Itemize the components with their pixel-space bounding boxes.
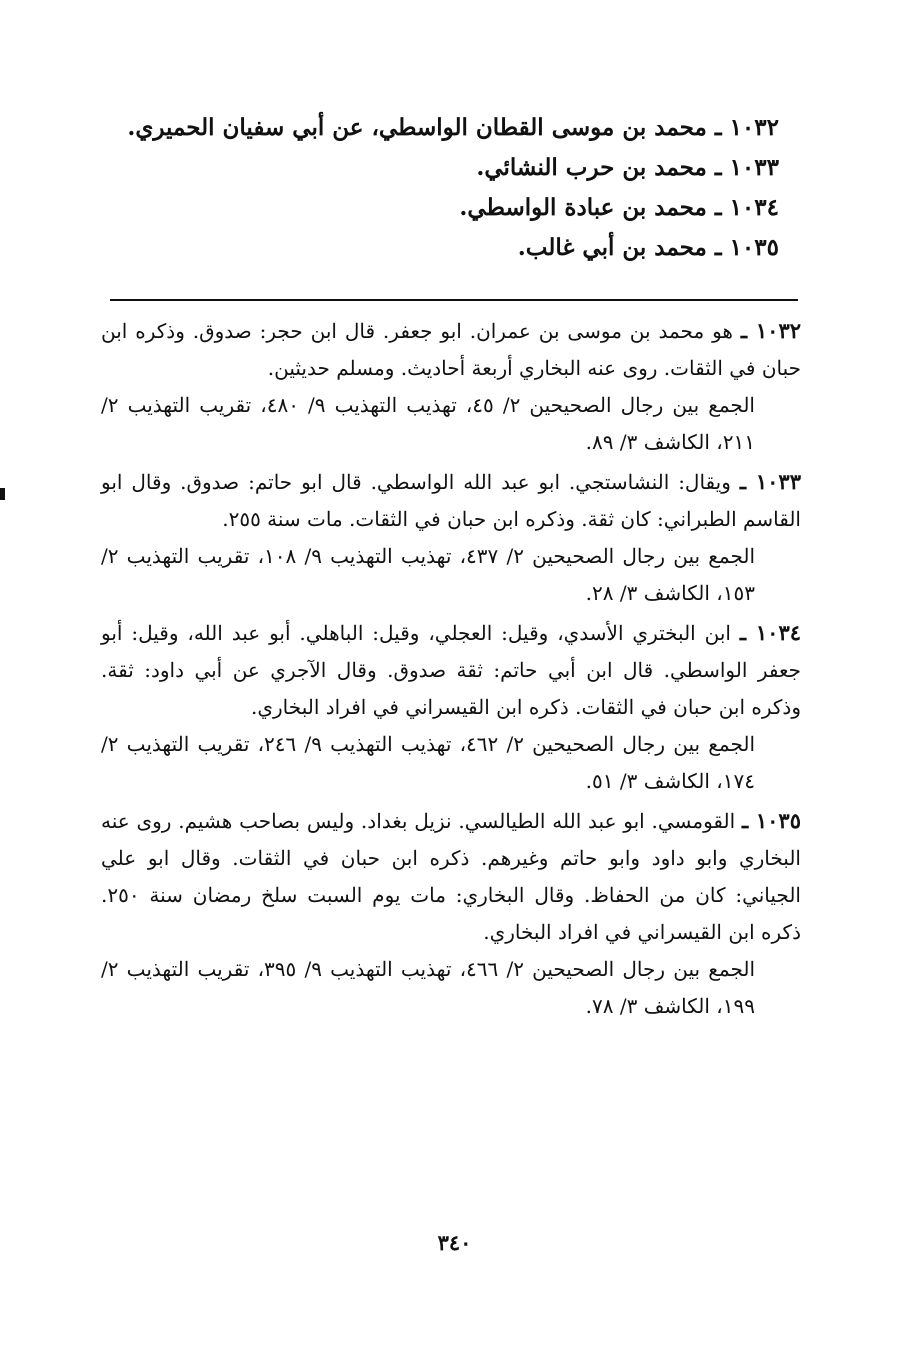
footnote-text: القومسي. ابو عبد الله الطيالسي. نزيل بغداد. وليس بصاحب هشيم. روى عنه البخاري وابو داود وابو حاتم وغيرهم. ذكره ابن حبان في الثقات. وقال ابو علي الجياني: كان من الحفاظ. وقال البخاري: مات يوم السبت سلخ رمضان سنة ٢٥٠. ذكره ابن القيسراني في افراد البخاري. xyxy=(101,809,801,944)
main-entries xyxy=(119,108,779,268)
margin-mark xyxy=(0,488,5,500)
footnote-number: ١٠٣٣ ـ xyxy=(739,469,801,494)
footnote-text: هو محمد بن موسى بن عمران. ابو جعفر. قال ابن حجر: صدوق. وذكره ابن حبان في الثقات. روى عنه البخاري أربعة أحاديث. ومسلم حديثين. xyxy=(101,319,801,380)
footnote-references: الجمع بين رجال الصحيحين ٢/ ٤٣٧، تهذيب التهذيب ٩/ ١٠٨، تقريب التهذيب ٢/ ١٥٣، الكاشف ٣/ ٢٨. xyxy=(101,544,755,605)
footnote-references: الجمع بين رجال الصحيحين ٢/ ٤٥، تهذيب التهذيب ٩/ ٤٨٠، تقريب التهذيب ٢/ ٢١١، الكاشف ٣/ ٨٩. xyxy=(101,393,755,454)
footnote-1033 xyxy=(101,463,801,612)
footnote-number: ١٠٣٥ ـ xyxy=(741,808,801,833)
footnote-separator xyxy=(110,299,798,301)
main-entry-1034: ١٠٣٤ ـ محمد بن عبادة الواسطي. xyxy=(459,194,779,221)
footnote-text: ويقال: النشاستجي. ابو عبد الله الواسطي. قال ابو حاتم: صدوق. وقال ابو القاسم الطبراني: كان ثقة. وذكره ابن حبان في الثقات. مات سنة ٢٥٥. xyxy=(101,470,801,531)
footnote-references: الجمع بين رجال الصحيحين ٢/ ٤٦٢، تهذيب التهذيب ٩/ ٢٤٦، تقريب التهذيب ٢/ ١٧٤، الكاشف ٣/ ٥١. xyxy=(101,732,755,793)
footnote-number: ١٠٣٢ ـ xyxy=(740,318,802,343)
footnotes xyxy=(101,312,801,1027)
footnote-references: الجمع بين رجال الصحيحين ٢/ ٤٦٦، تهذيب التهذيب ٩/ ٣٩٥، تقريب التهذيب ٢/ ١٩٩، الكاشف ٣/ ٧٨. xyxy=(101,957,755,1018)
main-entry-1035: ١٠٣٥ ـ محمد بن أبي غالب. xyxy=(517,234,779,261)
footnote-number: ١٠٣٤ ـ xyxy=(739,620,802,645)
main-entry-1033: ١٠٣٣ ـ محمد بن حرب النشائي. xyxy=(476,154,779,181)
footnote-1034 xyxy=(101,614,801,800)
main-entry-1032: ١٠٣٢ ـ محمد بن موسى القطان الواسطي، عن أبي سفيان الحميري. xyxy=(127,114,779,141)
footnote-1035 xyxy=(101,802,801,1025)
footnote-text: ابن البختري الأسدي، وقيل: العجلي، وقيل: الباهلي. أبو عبد الله، وقيل: أبو جعفر الواسطي. قال ابن أبي حاتم: ثقة صدوق. وقال الآجري عن أبي داود: ثقة. وذكره ابن حبان في الثقات. ذكره ابن القيسراني في افراد البخاري. xyxy=(101,621,801,719)
page-number: ٣٤٠ xyxy=(437,1230,472,1255)
footnote-1032 xyxy=(101,312,801,461)
